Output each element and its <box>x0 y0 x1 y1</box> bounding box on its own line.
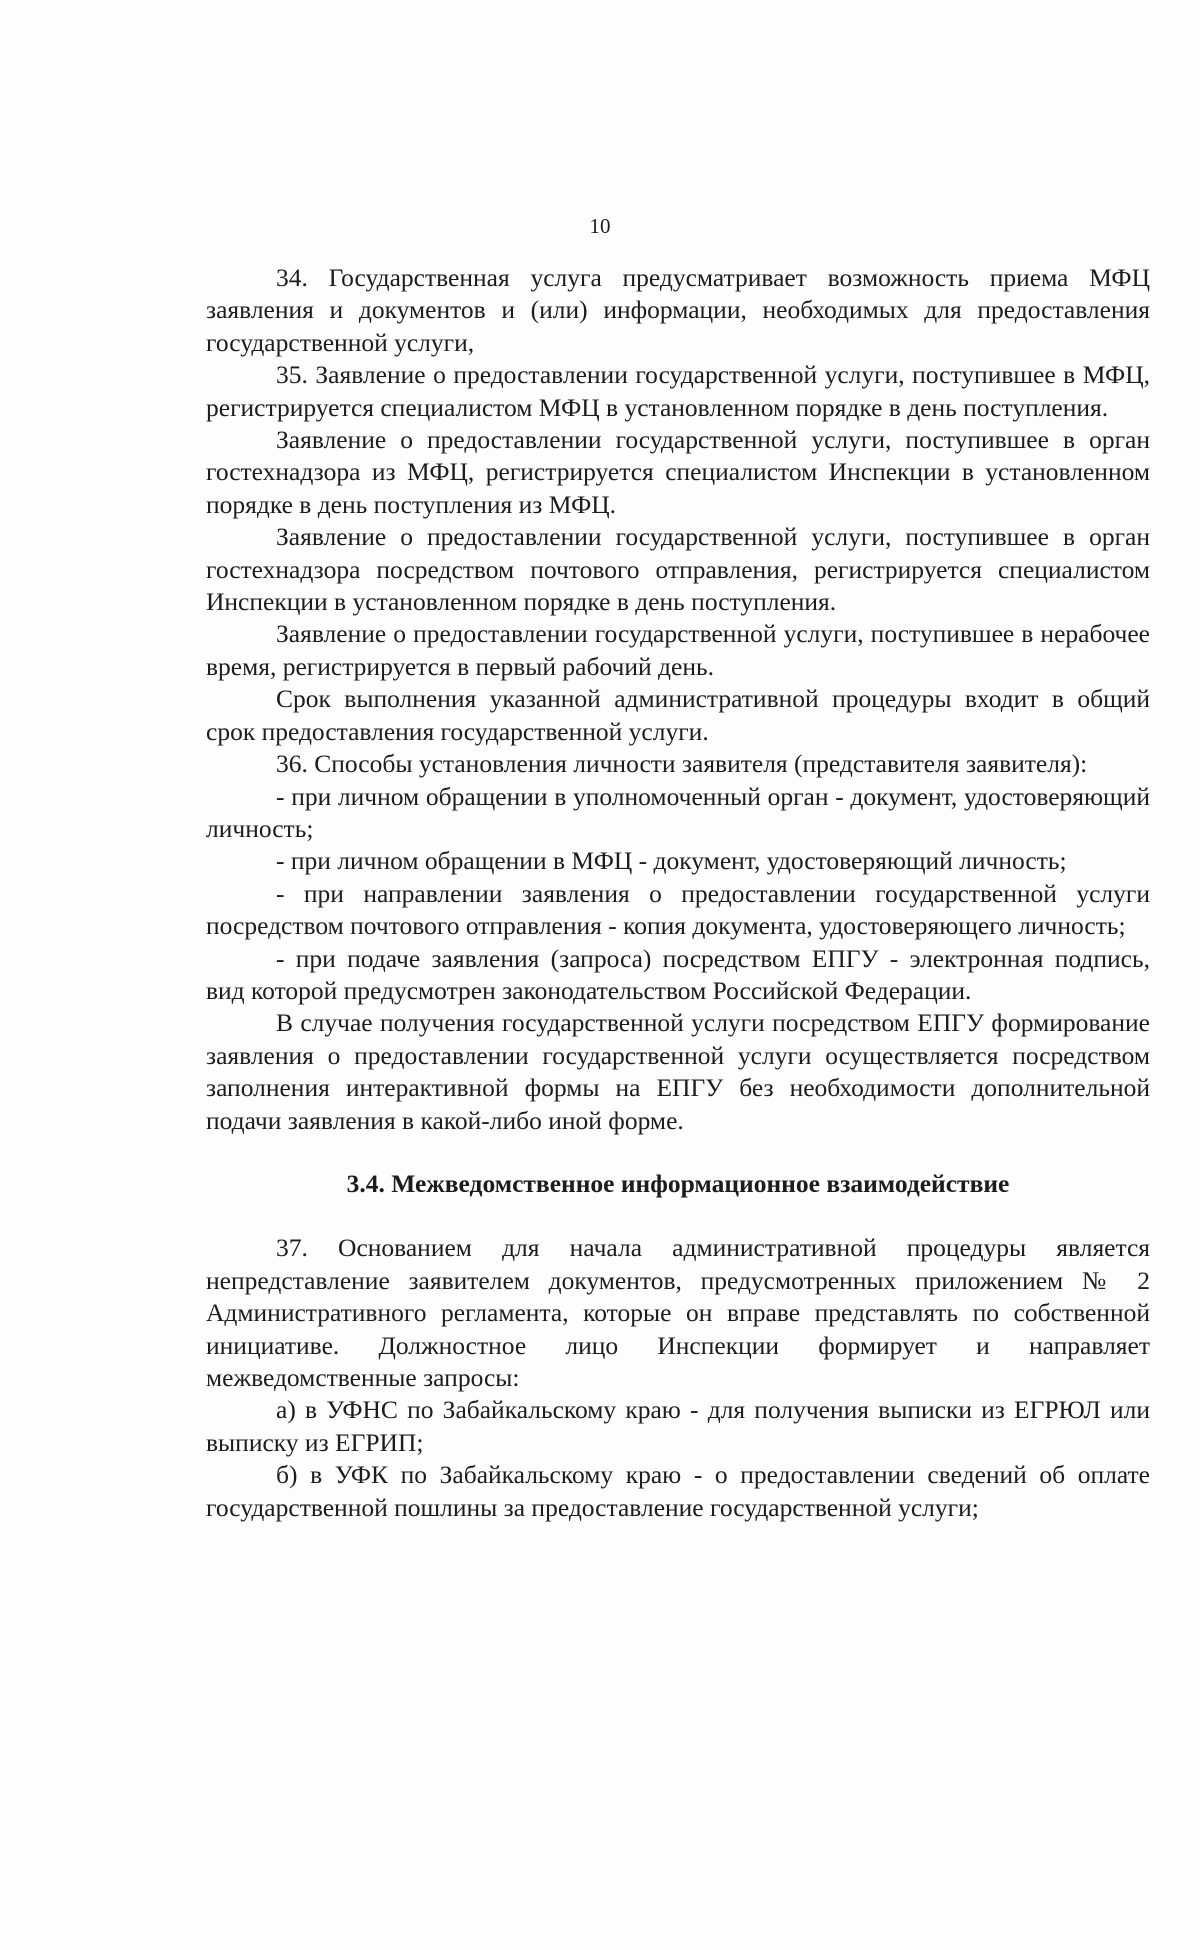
document-body <box>206 262 1150 1524</box>
list-item-ufns: а) в УФНС по Забайкальскому краю - для получения выписки из ЕГРЮЛ или выписку из ЕГРИП; <box>206 1395 1150 1457</box>
section-heading: 3.4. Межведомственное информационное взаимодействие <box>346 1168 1010 1198</box>
list-item-authorized-body: - при личном обращении в уполномоченный орган - документ, удостоверяющий личность; <box>206 781 1150 843</box>
paragraph-procedure-term: Срок выполнения указанной административной процедуры входит в общий срок предоставления государственной услуги. <box>206 684 1150 746</box>
paragraph-35: 35. Заявление о предоставлении государственной услуги, поступившее в МФЦ, регистрируется специалистом МФЦ в установленном порядке в день поступления. <box>206 360 1150 422</box>
paragraph-registration-from-mfc: Заявление о предоставлении государственной услуги, поступившее в орган гостехнадзора из МФЦ, регистрируется специалистом Инспекции в установленном порядке в день поступления из МФЦ. <box>206 425 1150 519</box>
list-item-mfc: - при личном обращении в МФЦ - документ, удостоверяющий личность; <box>276 846 1067 876</box>
paragraph-37: 37. Основанием для начала административной процедуры является непредставление заявителем документов, предусмотренных приложением № 2 Административного регламента, которые он вправе представлять по собственной инициативе. Должностное лицо Инспекции формирует и направляет межведомственные запросы: <box>206 1233 1150 1392</box>
paragraph-registration-non-working-time: Заявление о предоставлении государственной услуги, поступившее в нерабочее время, регистрируется в первый рабочий день. <box>206 619 1150 681</box>
paragraph-34: 34. Государственная услуга предусматривает возможность приема МФЦ заявления и документов и (или) информации, необходимых для предоставления государственной услуги, <box>206 263 1150 357</box>
list-item-epgu: - при подаче заявления (запроса) посредством ЕПГУ - электронная подпись, вид которой предусмотрен законодательством Российской Федерации. <box>206 943 1150 1005</box>
page-number: 10 <box>589 214 611 238</box>
list-item-ufk: б) в УФК по Забайкальскому краю - о предоставлении сведений об оплате государственной пошлины за предоставление государственной услуги; <box>206 1460 1150 1522</box>
paragraph-registration-by-mail: Заявление о предоставлении государственной услуги, поступившее в орган гостехнадзора посредством почтового отправления, регистрируется специалистом Инспекции в установленном порядке в день поступления. <box>206 522 1150 617</box>
paragraph-36: 36. Способы установления личности заявителя (представителя заявителя): <box>276 749 1088 779</box>
paragraph-epgu-form: В случае получения государственной услуги посредством ЕПГУ формирование заявления о предоставлении государственной услуги осуществляется посредством заполнения интерактивной формы на ЕПГУ без необходимости дополнительной подачи заявления в какой-либо иной форме. <box>206 1008 1150 1135</box>
list-item-mail: - при направлении заявления о предоставлении государственной услуги посредством почтового отправления - копия документа, удостоверяющего личность; <box>206 878 1150 941</box>
